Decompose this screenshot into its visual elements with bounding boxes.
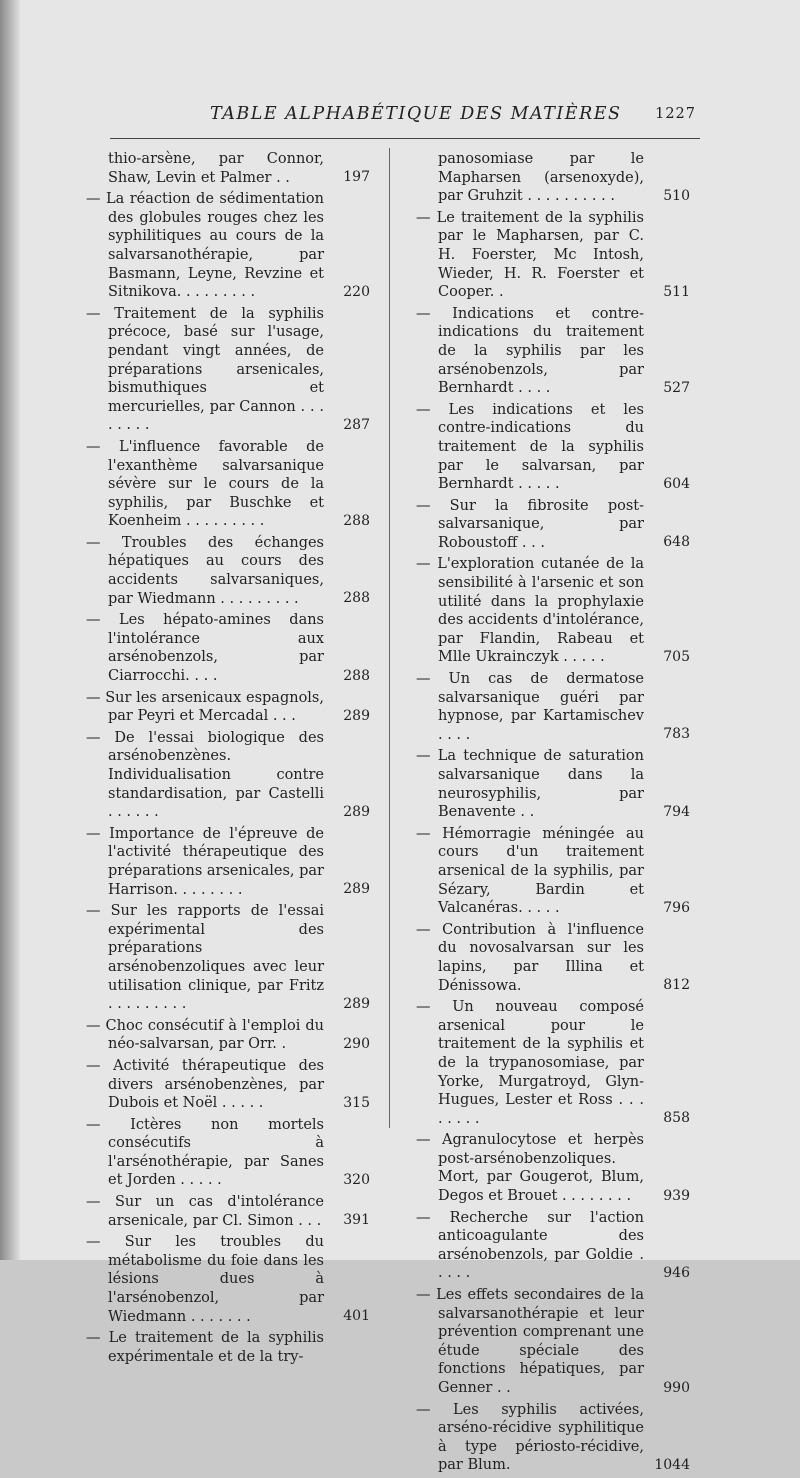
index-entry	[80, 729, 370, 822]
entry-page-number: 648	[663, 534, 690, 551]
index-entry	[80, 1017, 370, 1054]
entry-text: — Contribution à l'influence du novosalvarsan sur les lapins, par Illina et Dénissowa.	[416, 921, 644, 994]
entry-text: — Sur les troubles du métabolisme du foie dans les lésions dues à l'arsénobenzol, par Wiedmann . . . . . . .	[86, 1234, 324, 1325]
index-entry	[80, 534, 370, 608]
entry-text: panosomiase par le Mapharsen (arsenoxyde), par Gruhzit . . . . . . . . . .	[438, 151, 644, 205]
entry-page-number: 197	[343, 169, 370, 186]
entry-page-number: 289	[343, 881, 370, 898]
entry-page-number: 288	[343, 590, 370, 607]
right-column	[410, 150, 690, 1478]
index-entry	[410, 1286, 690, 1398]
running-header	[110, 104, 700, 132]
entry-page-number: 289	[343, 995, 370, 1012]
index-entry	[410, 401, 690, 494]
entry-page-number: 796	[663, 899, 690, 916]
index-entry	[80, 1193, 370, 1230]
index-entry	[80, 689, 370, 726]
entry-text: — Traitement de la syphilis précoce, basé sur l'usage, pendant vingt années, de préparations arsenicales, bismuthiques et mercurielles, par Cannon . . . . . . . .	[86, 305, 324, 434]
book-spine-shadow	[0, 0, 20, 1260]
entry-text: — L'influence favorable de l'exanthème salvarsanique sévère sur le cours de la syphilis, par Buschke et Koenheim . . . . . . . . .	[86, 438, 324, 530]
entry-text: — Ictères non mortels consécutifs à l'arsénothérapie, par Sanes et Jorden . . . . .	[86, 1116, 324, 1189]
index-entry	[410, 998, 690, 1128]
entry-text: — La réaction de sédimentation des globules rouges chez les syphilitiques au cours de la salvarsanothérapie, par Basmann, Leyne, Revzine et Sitnikova. . . . . . . . .	[86, 191, 324, 301]
entry-page-number: 220	[343, 283, 370, 300]
entry-text: — L'exploration cutanée de la sensibilité à l'arsenic et son utilité dans la prophylaxie des accidents d'intolérance, par Flandin, Rabeau et Mlle Ukrainczyk . . . . .	[416, 556, 644, 666]
entry-page-number: 527	[663, 379, 690, 396]
index-entry	[410, 825, 690, 918]
entry-text: — Sur la fibrosite post-salvarsanique, par Roboustoff . . .	[416, 497, 644, 551]
entry-page-number: 858	[663, 1110, 690, 1127]
entry-page-number: 320	[343, 1172, 370, 1189]
entry-text: — Les effets secondaires de la salvarsanothérapie et leur prévention comprenant une étude spéciale des fonctions hépatiques, par Genner . .	[416, 1287, 644, 1396]
entry-text: — Choc consécutif à l'emploi du néo-salvarsan, par Orr. .	[86, 1017, 324, 1053]
index-entry	[410, 1209, 690, 1283]
entry-text: — Les indications et les contre-indications du traitement de la syphilis par le salvarsan, par Bernhardt . . . . .	[416, 401, 644, 493]
entry-page-number: 287	[343, 416, 370, 433]
entry-page-number: 990	[663, 1379, 690, 1396]
entry-text: — La technique de saturation salvarsanique dans la neurosyphilis, par Benavente . .	[416, 748, 644, 821]
entry-page-number: 705	[663, 649, 690, 666]
index-entry	[410, 209, 690, 302]
page-number: 1227	[655, 106, 696, 122]
entry-text: — De l'essai biologique des arsénobenzènes. Individualisation contre standardisation, par Castelli . . . . . .	[86, 729, 324, 821]
entry-page-number: 290	[343, 1035, 370, 1052]
index-entry	[80, 305, 370, 435]
entry-page-number: 289	[343, 707, 370, 724]
index-entry	[80, 438, 370, 531]
index-entry	[80, 611, 370, 685]
entry-text: thio-arsène, par Connor, Shaw, Levin et Palmer . .	[108, 151, 324, 186]
index-entry	[410, 1131, 690, 1205]
index-entry	[410, 497, 690, 553]
entry-text: — Agranulocytose et herpès post-arsénobenzoliques. Mort, par Gougerot, Blum, Degos et Brouet . . . . . . . .	[416, 1132, 644, 1205]
entry-text: — Importance de l'épreuve de l'activité thérapeutique des préparations arsenicales, par Harrison. . . . . . . .	[86, 825, 324, 898]
entry-text: — Sur les arsenicaux espagnols, par Peyri et Mercadal . . .	[86, 689, 324, 725]
page-title: TABLE ALPHABÉTIQUE DES MATIÈRES	[210, 104, 622, 124]
entry-page-number: 604	[663, 475, 690, 492]
index-entry	[80, 825, 370, 899]
entry-text: — Un cas de dermatose salvarsanique guéri par hypnose, par Kartamischev . . . .	[416, 671, 644, 743]
index-entry	[80, 150, 370, 187]
index-entry	[80, 1116, 370, 1190]
entry-page-number: 794	[663, 803, 690, 820]
entry-page-number: 1044	[654, 1456, 690, 1473]
entry-page-number: 511	[663, 283, 690, 300]
entry-text: — Le traitement de la syphilis expérimentale et de la try-	[86, 1330, 324, 1365]
column-divider	[389, 148, 390, 1128]
entry-text: — Un nouveau composé arsenical pour le traitement de la syphilis et de la trypanosomiase, par Yorke, Murgatroyd, Glyn-Hugues, Lester et Ross . . . . . . . .	[416, 999, 644, 1127]
index-entry	[410, 1401, 690, 1475]
entry-text: — Activité thérapeutique des divers arsénobenzènes, par Dubois et Noël . . . . .	[86, 1057, 324, 1112]
entry-page-number: 289	[343, 803, 370, 820]
entry-text: — Indications et contre-indications du traitement de la syphilis par les arsénobenzols, par Bernhardt . . . .	[416, 305, 644, 397]
index-entry	[80, 190, 370, 302]
entry-page-number: 315	[343, 1094, 370, 1111]
entry-page-number: 510	[663, 187, 690, 204]
entry-page-number: 783	[663, 726, 690, 743]
index-entry	[410, 150, 690, 206]
entry-page-number: 946	[663, 1265, 690, 1282]
entry-page-number: 939	[663, 1187, 690, 1204]
entry-page-number: 288	[343, 667, 370, 684]
entry-text: — Recherche sur l'action anticoagulante des arsénobenzols, par Goldie . . . . .	[416, 1209, 644, 1282]
index-entry	[410, 305, 690, 398]
left-column	[80, 150, 370, 1369]
entry-page-number: 288	[343, 512, 370, 529]
entry-page-number: 391	[343, 1212, 370, 1229]
entry-text: — Les syphilis activées, arséno-récidive syphilitique à type périosto-récidive, par Blum.	[416, 1401, 644, 1474]
entry-text: — Troubles des échanges hépatiques au cours des accidents salvarsaniques, par Wiedmann . . . . . . . . .	[86, 534, 324, 607]
index-entry	[410, 555, 690, 667]
index-entry	[80, 1233, 370, 1326]
index-entry	[410, 747, 690, 821]
entry-text: — Sur un cas d'intolérance arsenicale, par Cl. Simon . . .	[86, 1194, 324, 1229]
index-entry	[410, 921, 690, 995]
index-entry	[80, 902, 370, 1014]
header-rule	[110, 138, 700, 139]
entry-text: — Les hépato-amines dans l'intolérance aux arsénobenzols, par Ciarrocchi. . . .	[86, 612, 324, 685]
entry-text: — Sur les rapports de l'essai expérimental des préparations arsénobenzoliques avec leur utilisation clinique, par Fritz . . . . . . . . .	[86, 903, 324, 1013]
entry-page-number: 401	[343, 1308, 370, 1325]
index-entry	[410, 670, 690, 744]
index-entry	[80, 1057, 370, 1113]
index-entry	[80, 1329, 370, 1366]
entry-text: — Hémorragie méningée au cours d'un traitement arsenical de la syphilis, par Sézary, Bardin et Valcanéras. . . . .	[416, 825, 644, 917]
entry-text: — Le traitement de la syphilis par le Mapharsen, par C. H. Foerster, Mc Intosh, Wieder, H. R. Foerster et Cooper. .	[416, 209, 644, 301]
entry-page-number: 812	[663, 977, 690, 994]
